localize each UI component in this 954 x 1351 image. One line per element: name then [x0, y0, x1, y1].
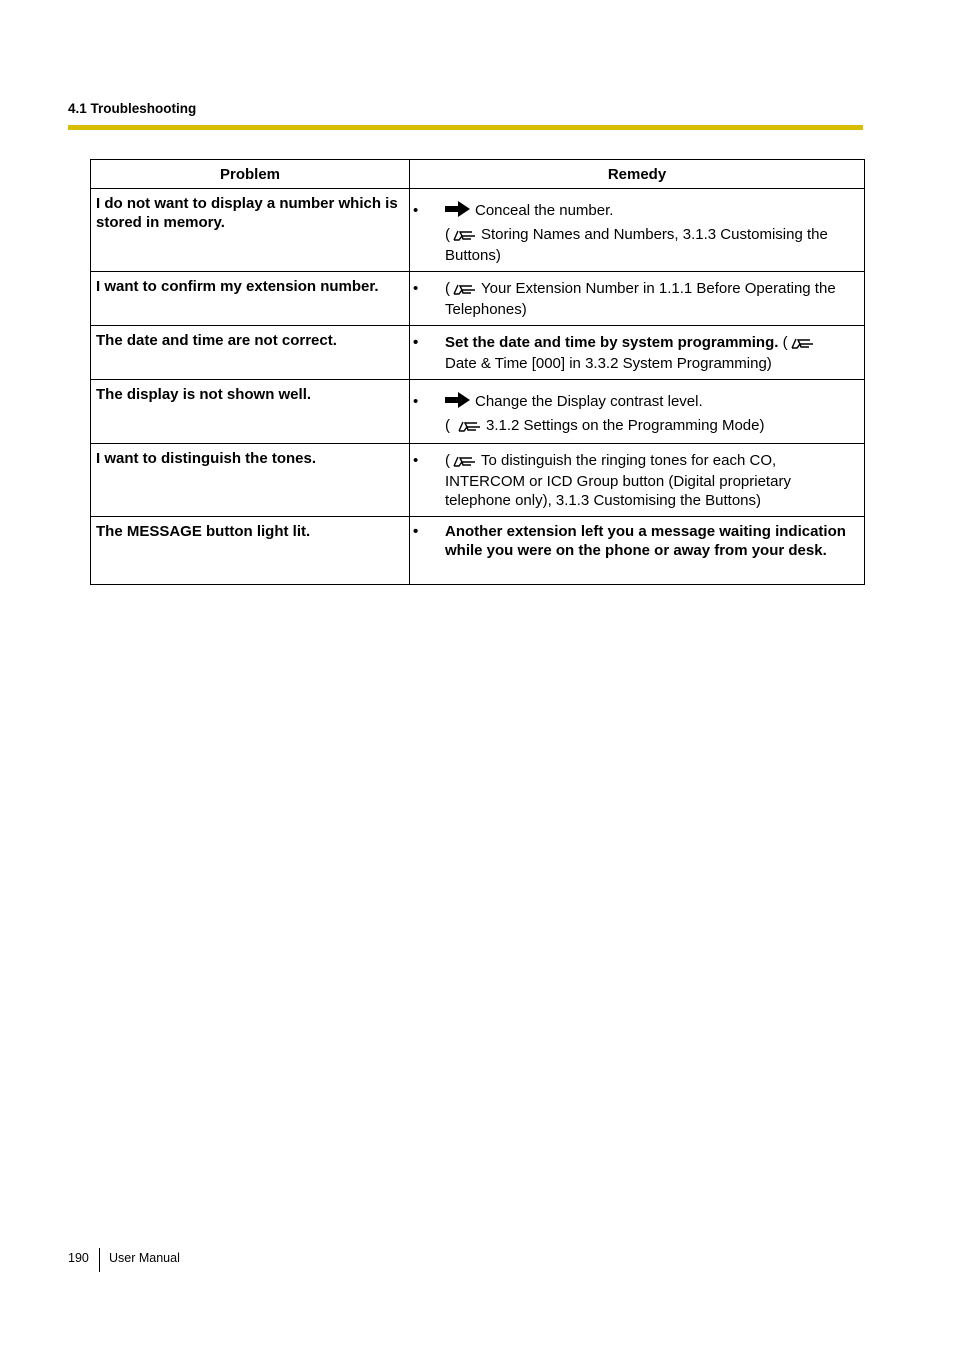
table-row: [91, 189, 865, 272]
bullet-icon: •: [413, 523, 419, 540]
remedy-instruction: Another extension left you a message waiting indication while you were on the phone or away from your desk.: [445, 523, 846, 559]
pointing-hand-icon: [453, 453, 477, 472]
remedy-item: [410, 201, 858, 265]
remedy-reference: Your Extension Number in 1.1.1 Before Operating the Telephones): [445, 280, 836, 318]
remedy-cell: [410, 444, 865, 517]
problem-cell: The MESSAGE button light lit.: [91, 517, 410, 585]
remedy-instruction: Set the date and time by system programming.: [445, 334, 779, 351]
column-header-remedy: Remedy: [410, 160, 865, 189]
problem-cell: I want to distinguish the tones.: [91, 444, 410, 517]
bullet-icon: •: [413, 280, 419, 297]
footer-title: User Manual: [109, 1251, 180, 1265]
table-row: [91, 444, 865, 517]
bullet-icon: •: [413, 393, 419, 410]
bullet-icon: •: [413, 334, 419, 351]
table-row: [91, 517, 865, 585]
remedy-cell: [410, 272, 865, 326]
pointing-hand-icon: [453, 281, 477, 300]
problem-cell: The display is not shown well.: [91, 380, 410, 444]
remedy-cell: [410, 517, 865, 585]
table-header-row: [91, 160, 865, 189]
section-title: 4.1 Troubleshooting: [68, 101, 197, 116]
paren-open: (: [445, 452, 450, 469]
remedy-item: [410, 451, 858, 510]
remedy-cell: [410, 380, 865, 444]
troubleshooting-table: [90, 159, 865, 585]
arrow-right-icon: [445, 201, 470, 222]
remedy-item: [410, 333, 858, 373]
remedy-item: [410, 392, 858, 437]
bullet-icon: •: [413, 202, 419, 219]
remedy-reference: 3.1.2 Settings on the Programming Mode): [486, 417, 765, 434]
paren-open: (: [445, 280, 450, 297]
column-header-problem: Problem: [91, 160, 410, 189]
paren-open: (: [445, 417, 450, 434]
remedy-cell: [410, 189, 865, 272]
pointing-hand-icon: [791, 335, 815, 354]
remedy-reference: Date & Time [000] in 3.3.2 System Programming): [445, 355, 772, 372]
table-row: [91, 380, 865, 444]
paren-open: (: [445, 226, 450, 243]
pointing-hand-icon: [458, 418, 482, 437]
remedy-text: Conceal the number.: [475, 202, 614, 219]
problem-cell: I want to confirm my extension number.: [91, 272, 410, 326]
paren-open: (: [778, 334, 788, 351]
remedy-reference: Storing Names and Numbers, 3.1.3 Customising the Buttons): [445, 226, 828, 264]
problem-cell: I do not want to display a number which is stored in memory.: [91, 189, 410, 272]
table-row: [91, 326, 865, 380]
remedy-text: Change the Display contrast level.: [475, 393, 703, 410]
table-row: [91, 272, 865, 326]
remedy-item: [410, 522, 858, 560]
problem-cell: The date and time are not correct.: [91, 326, 410, 380]
page-number: 190: [68, 1251, 89, 1265]
footer-divider: [99, 1248, 100, 1272]
remedy-reference: To distinguish the ringing tones for each CO, INTERCOM or ICD Group button (Digital proprietary telephone only), 3.1.3 Customising the Buttons): [445, 452, 791, 509]
bullet-icon: •: [413, 452, 419, 469]
remedy-item: [410, 279, 858, 319]
pointing-hand-icon: [453, 227, 477, 246]
header-rule: [68, 125, 863, 130]
remedy-cell: [410, 326, 865, 380]
arrow-right-icon: [445, 392, 470, 413]
